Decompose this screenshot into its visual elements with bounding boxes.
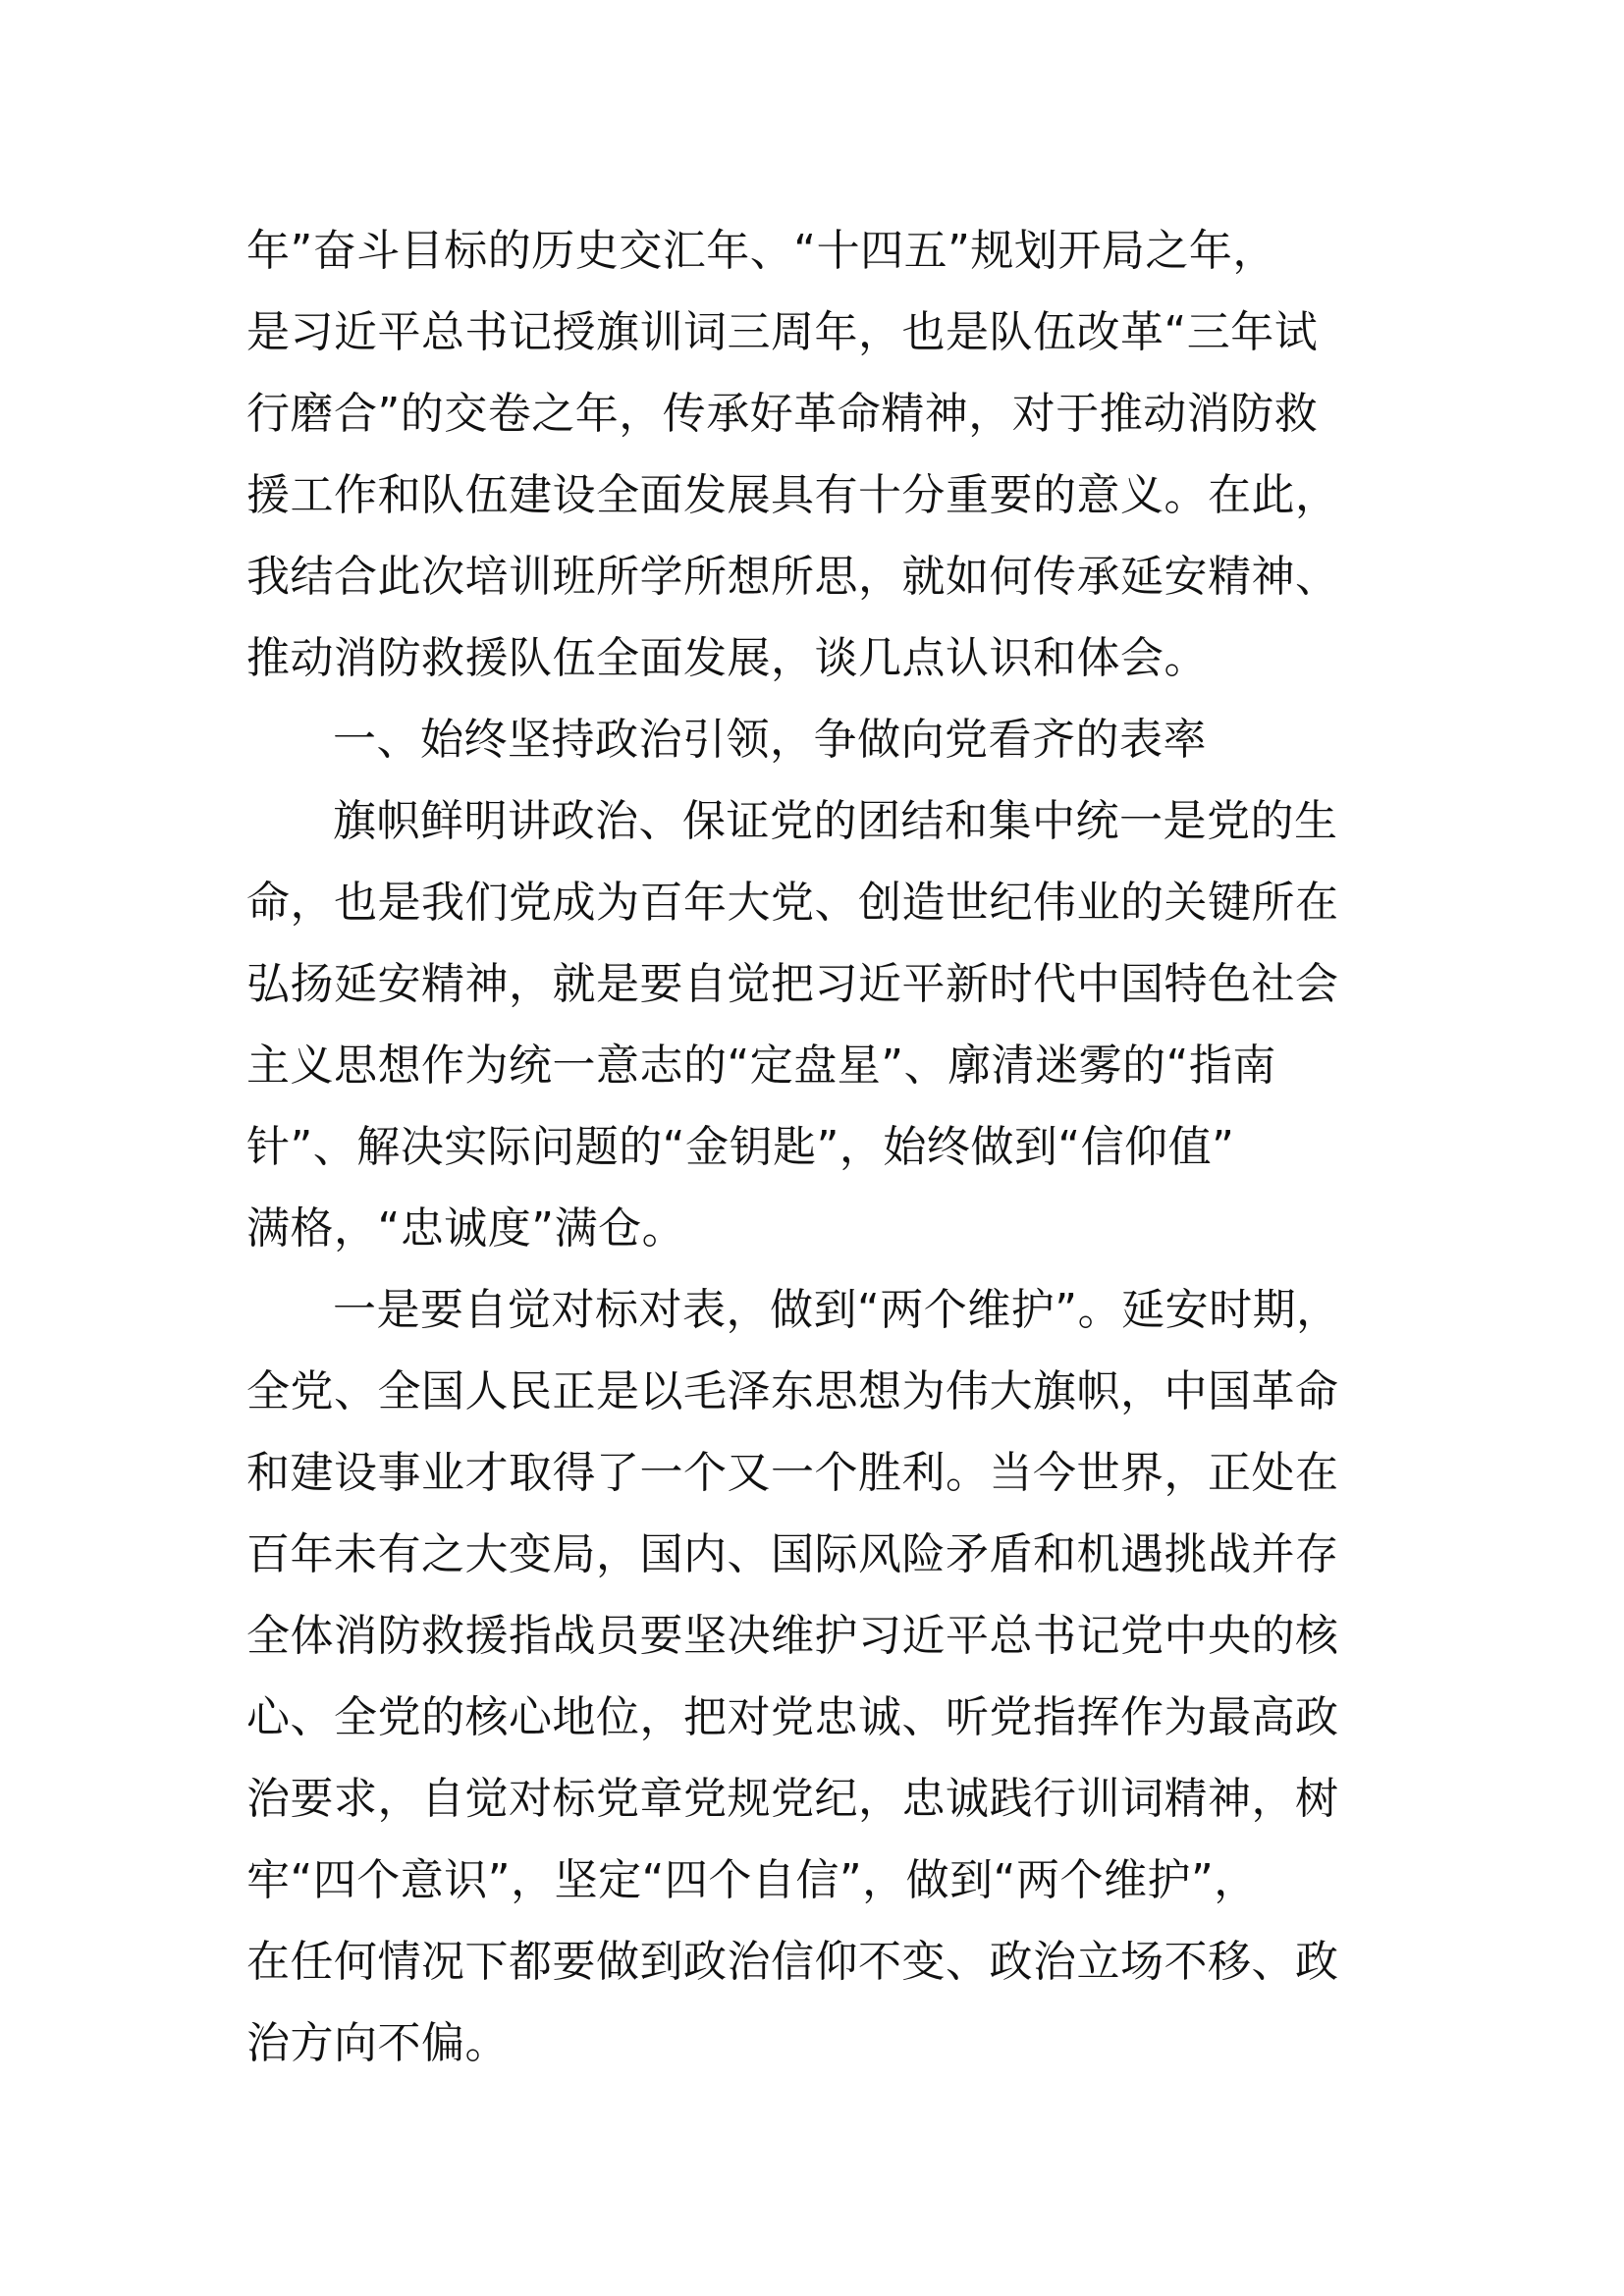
body-text-line: 行磨合”的交卷之年，传承好革命精神，对于推动消防救 [246, 389, 1319, 439]
body-text-line: 援工作和队伍建设全面发展具有十分重要的意义。在此， [246, 470, 1339, 520]
body-text-line: 弘扬延安精神，就是要自觉把习近平新时代中国特色社会 [246, 959, 1339, 1009]
body-text-line: 主义思想作为统一意志的“定盘星”、廓清迷雾的“指南 [246, 1041, 1276, 1091]
body-text-line: 年”奋斗目标的历史交汇年、“十四五”规划开局之年， [246, 226, 1276, 276]
body-text-line: 牢“四个意识”，坚定“四个自信”，做到“两个维护”， [246, 1855, 1258, 1905]
body-text-line: 一是要自觉对标对表，做到“两个维护”。延安时期， [333, 1285, 1340, 1335]
body-text-line: 针”、解决实际问题的“金钥匙”，始终做到“信仰值” [246, 1122, 1235, 1172]
body-text-line: 心、全党的核心地位，把对党忠诚、听党指挥作为最高政 [246, 1692, 1339, 1742]
body-text-line: 推动消防救援队伍全面发展，谈几点认识和体会。 [246, 633, 1208, 683]
body-text-line: 百年未有之大变局，国内、国际风险矛盾和机遇挑战并存 [246, 1529, 1339, 1579]
body-text-line: 我结合此次培训班所学所想所思，就如何传承延安精神、 [246, 552, 1339, 602]
body-text-line: 旗帜鲜明讲政治、保证党的团结和集中统一是党的生 [333, 796, 1338, 846]
body-text-line: 和建设事业才取得了一个又一个胜利。当今世界，正处在 [246, 1448, 1339, 1498]
body-text-line: 治要求，自觉对标党章党规党纪，忠诚践行训词精神，树 [246, 1774, 1339, 1824]
body-text-line: 全党、全国人民正是以毛泽东思想为伟大旗帜，中国革命 [246, 1366, 1339, 1416]
body-text-line: 命，也是我们党成为百年大党、创造世纪伟业的关键所在 [246, 878, 1339, 928]
body-text-line: 全体消防救援指战员要坚决维护习近平总书记党中央的核 [246, 1611, 1339, 1661]
body-text-line: 是习近平总书记授旗训词三周年，也是队伍改革“三年试 [246, 307, 1319, 357]
body-text-line: 满格，“忠诚度”满仓。 [246, 1203, 686, 1254]
section-heading: 一、始终坚持政治引领，争做向党看齐的表率 [333, 715, 1207, 765]
body-text-line: 治方向不偏。 [246, 2018, 509, 2068]
body-text-line: 在任何情况下都要做到政治信仰不变、政治立场不移、政 [246, 1937, 1339, 1987]
